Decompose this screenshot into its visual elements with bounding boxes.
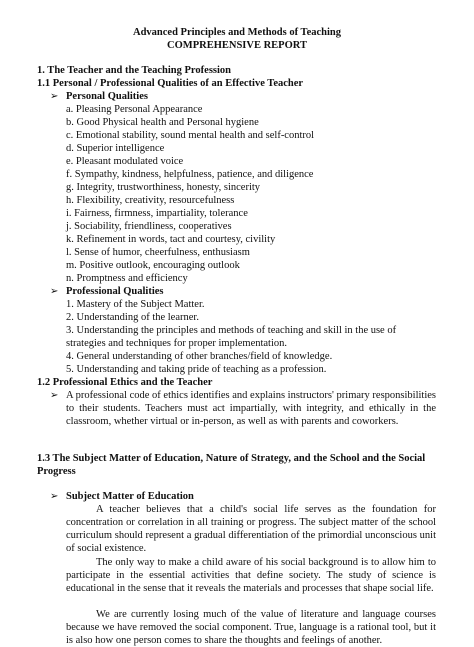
paragraph-3: We are currently losing much of the value of literature and language courses because we have removed the social component. True, language is a rational tool, but it is also how one person comes to share the thoughts and feelings of another.: [66, 609, 436, 646]
list-item: strategies and techniques for proper implementation.: [66, 338, 288, 349]
subject-matter-heading: Subject Matter of Education: [66, 491, 194, 502]
list-item: a. Pleasing Personal Appearance: [66, 104, 203, 115]
list-item: 1. Mastery of the Subject Matter.: [66, 299, 205, 310]
list-item: d. Superior intelligence: [66, 143, 165, 154]
list-item: f. Sympathy, kindness, helpfulness, patience, and diligence: [66, 169, 314, 180]
paragraph-1: A teacher believes that a child's social life serves as the foundation for concentration or correlation in all training or progress. The subject matter of the school curriculum should represent a gradual differentiation of the primordial unconscious unit of social existence.: [66, 504, 436, 554]
list-item: n. Promptness and efficiency: [66, 273, 188, 284]
list-item: j. Sociability, friendliness, cooperatives: [66, 221, 232, 232]
list-item: c. Emotional stability, sound mental health and self-control: [66, 130, 315, 141]
arrow-bullet-icon: ➢: [50, 286, 59, 297]
arrow-bullet-icon: ➢: [50, 491, 59, 502]
section-1-1-heading: 1.1 Personal / Professional Qualities of an Effective Teacher: [37, 78, 304, 89]
list-item: 2. Understanding of the learner.: [66, 312, 199, 323]
section-1-3-heading: 1.3 The Subject Matter of Education, Nature of Strategy, and the School and the Social Progress: [37, 453, 426, 477]
document-title: Advanced Principles and Methods of Teaching: [133, 27, 341, 38]
list-item: g. Integrity, trustworthiness, honesty, sincerity: [66, 182, 261, 193]
document-subtitle: COMPREHENSIVE REPORT: [167, 40, 307, 51]
arrow-bullet-icon: ➢: [50, 91, 59, 102]
list-item: 4. General understanding of other branches/field of knowledge.: [66, 351, 333, 362]
list-item: l. Sense of humor, cheerfulness, enthusiasm: [66, 247, 250, 258]
list-item: h. Flexibility, creativity, resourcefulness: [66, 195, 235, 206]
professional-qualities-heading: Professional Qualities: [66, 286, 164, 297]
personal-qualities-heading: Personal Qualities: [66, 91, 148, 102]
section-1-2-heading: 1.2 Professional Ethics and the Teacher: [37, 377, 213, 388]
list-item: 5. Understanding and taking pride of teaching as a profession.: [66, 364, 327, 375]
list-item: e. Pleasant modulated voice: [66, 156, 184, 167]
section-1-heading: 1. The Teacher and the Teaching Profession: [37, 65, 231, 76]
list-item: 3. Understanding the principles and methods of teaching and skill in the use of: [66, 325, 397, 336]
arrow-bullet-icon: ➢: [50, 390, 59, 401]
list-item: b. Good Physical health and Personal hygiene: [66, 117, 259, 128]
list-item: k. Refinement in words, tact and courtesy, civility: [66, 234, 276, 245]
list-item: m. Positive outlook, encouraging outlook: [66, 260, 240, 271]
ethics-paragraph: A professional code of ethics identifies and explains instructors' primary responsibilities to their students. Teachers must act impartially, with integrity, and ethically in the classroom, whether virtual or in-person, as well as with parents and coworkers.: [66, 390, 436, 427]
paragraph-2: The only way to make a child aware of his social background is to allow him to participate in the essential activities that define society. The study of science is educational in the sense that it reveals the materials and processes that shape social life.: [66, 557, 436, 594]
list-item: i. Fairness, firmness, impartiality, tolerance: [66, 208, 248, 219]
